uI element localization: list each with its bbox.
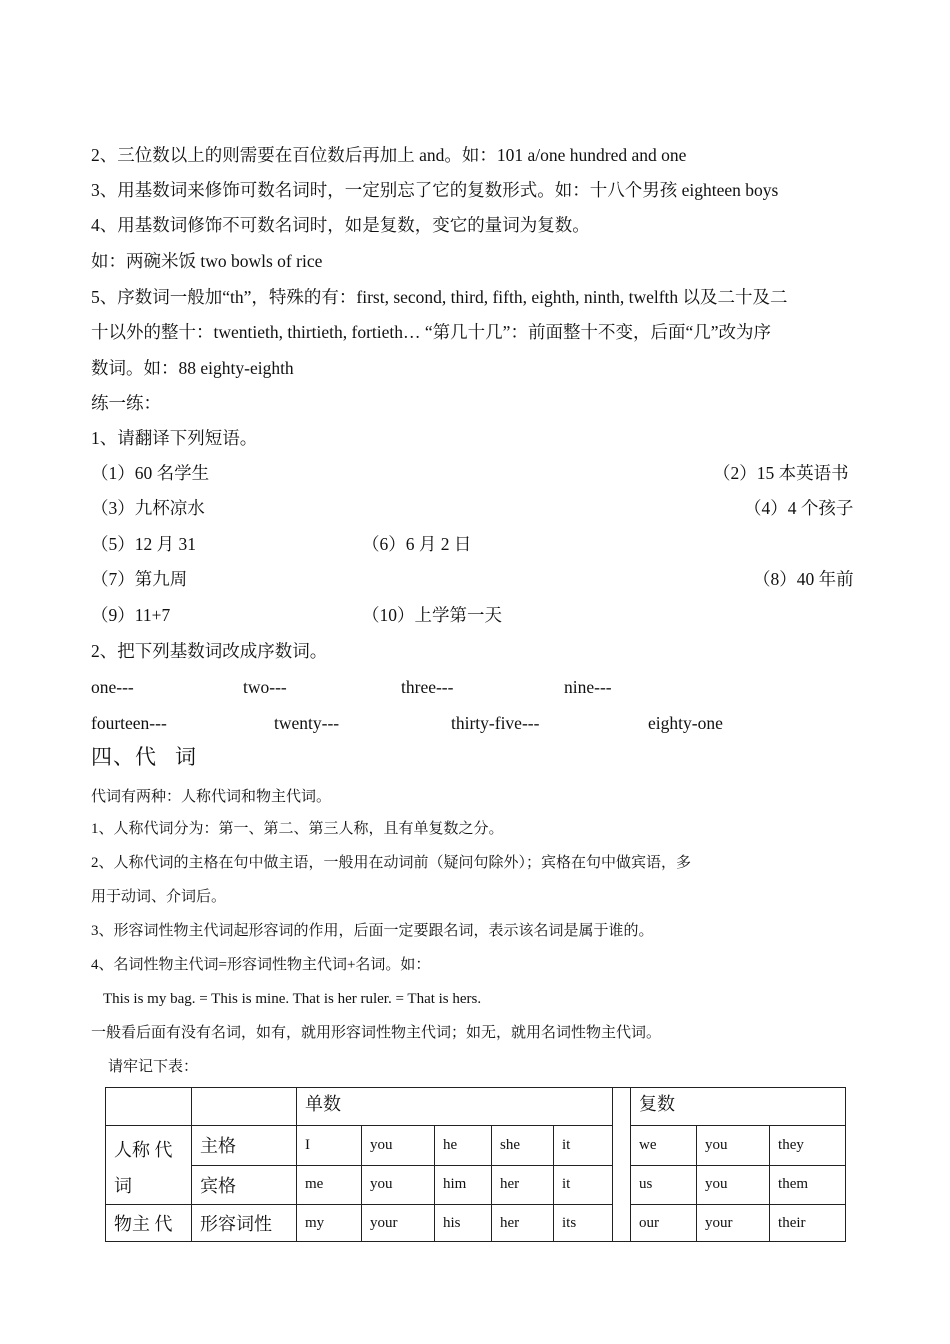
q1-item: （5）12 月 31 [91, 534, 196, 554]
table-cell: you [697, 1126, 770, 1166]
table-cell: we [631, 1126, 697, 1166]
plural-header: 复数 [631, 1088, 846, 1126]
case-label: 形容词性 [192, 1205, 297, 1242]
table-cell: you [362, 1165, 435, 1205]
q1-item: （1）60 名学生 [91, 463, 210, 483]
table-cell: his [435, 1205, 492, 1242]
table-cell: she [492, 1126, 554, 1166]
table-cell: them [770, 1165, 846, 1205]
q1-item: （9）11+7 [91, 605, 171, 625]
pronoun-example: This is my bag. = This is mine. That is her ruler. = That is hers. [103, 991, 482, 1007]
q1-item: （2）15 本英语书 [713, 463, 849, 483]
numeral-rule-5-line-1: 5、序数词一般加“th”，特殊的有：first, second, third, fifth, eighth, ninth, twelfth 以及二十及二 [91, 287, 788, 307]
q1-item: （7）第九周 [91, 569, 188, 589]
q1-item: （8）40 年前 [753, 569, 854, 589]
numeral-rule-2: 2、三位数以上的则需要在百位数后再加上 and。如：101 a/one hundred and one [91, 145, 687, 165]
q2-item: two--- [243, 677, 287, 697]
q2-item: twenty--- [274, 713, 340, 733]
table-cell: its [554, 1205, 613, 1242]
table-cell: you [362, 1126, 435, 1166]
pronoun-rule-4: 4、名词性物主代词=形容词性物主代词+名词。如： [91, 957, 431, 973]
table-cell: it [554, 1165, 613, 1205]
q2-item: nine--- [564, 677, 612, 697]
numeral-rule-5-line-3: 数词。如：88 eighty-eighth [91, 358, 294, 378]
table-cell: he [435, 1126, 492, 1166]
pronoun-rule-3: 3、形容词性物主代词起形容词的作用，后面一定要跟名词，表示该名词是属于谁的。 [91, 923, 654, 939]
table-cell: you [697, 1165, 770, 1205]
numeral-rule-3: 3、用基数词来修饰可数名词时，一定别忘了它的复数形式。如：十八个男孩 eighteen boys [91, 180, 779, 200]
table-row [106, 1165, 846, 1205]
table-cell: her [492, 1165, 554, 1205]
pronoun-table [105, 1087, 846, 1242]
q2-item: three--- [401, 677, 454, 697]
numeral-rule-4: 4、用基数词修饰不可数名词时，如是复数，变它的量词为复数。 [91, 215, 590, 235]
q2-item: thirty-five--- [451, 713, 540, 733]
practice-q2-title: 2、把下列基数词改成序数词。 [91, 641, 328, 661]
heading-part-1: 四、代 [91, 745, 157, 769]
pronoun-intro: 代词有两种：人称代词和物主代词。 [91, 789, 332, 805]
table-row [106, 1205, 846, 1242]
table-cell: him [435, 1165, 492, 1205]
group-label-possessive: 物主 代 [106, 1205, 192, 1242]
table-cell: our [631, 1205, 697, 1242]
table-cell: me [297, 1165, 362, 1205]
practice-q1-title: 1、请翻译下列短语。 [91, 428, 258, 448]
q1-item: （6）6 月 2 日 [362, 534, 472, 554]
table-cell: I [297, 1126, 362, 1166]
singular-header: 单数 [297, 1088, 613, 1126]
case-label: 主格 [192, 1126, 297, 1166]
pronoun-rule-2-line-2: 用于动词、介词后。 [91, 889, 227, 905]
table-row [106, 1126, 846, 1166]
table-cell: your [362, 1205, 435, 1242]
pronoun-rule-1: 1、人称代词分为：第一、第二、第三人称，且有单复数之分。 [91, 821, 504, 837]
pronoun-tip: 一般看后面有没有名词，如有，就用形容词性物主代词；如无，就用名词性物主代词。 [91, 1025, 662, 1041]
case-label: 宾格 [192, 1165, 297, 1205]
q2-item: one--- [91, 677, 134, 697]
table-cell: my [297, 1205, 362, 1242]
heading-part-2: 词 [175, 745, 197, 769]
table-cell: it [554, 1126, 613, 1166]
table-cell: her [492, 1205, 554, 1242]
group-label-personal: 人称 代 词 [106, 1126, 192, 1205]
table-cell: they [770, 1126, 846, 1166]
practice-title: 练一练： [91, 393, 161, 413]
q1-item: （4）4 个孩子 [744, 498, 854, 518]
table-header-row [106, 1088, 846, 1126]
numeral-rule-4-example: 如：两碗米饭 two bowls of rice [91, 251, 323, 271]
pronoun-rule-2-line-1: 2、人称代词的主格在句中做主语，一般用在动词前（疑问句除外）；宾格在句中做宾语，多 [91, 855, 692, 871]
q2-item: eighty-one [648, 713, 723, 733]
section-heading-pronouns [91, 745, 197, 769]
q1-item: （10）上学第一天 [362, 605, 502, 625]
table-cell: us [631, 1165, 697, 1205]
table-cell: their [770, 1205, 846, 1242]
numeral-rule-5-line-2: 十以外的整十：twentieth, thirtieth, fortieth… “第几十几”：前面整十不变，后面“几”改为序 [91, 322, 771, 342]
table-cell: your [697, 1205, 770, 1242]
q2-item: fourteen--- [91, 713, 167, 733]
q1-item: （3）九杯凉水 [91, 498, 205, 518]
remember-label: 请牢记下表： [108, 1059, 199, 1075]
